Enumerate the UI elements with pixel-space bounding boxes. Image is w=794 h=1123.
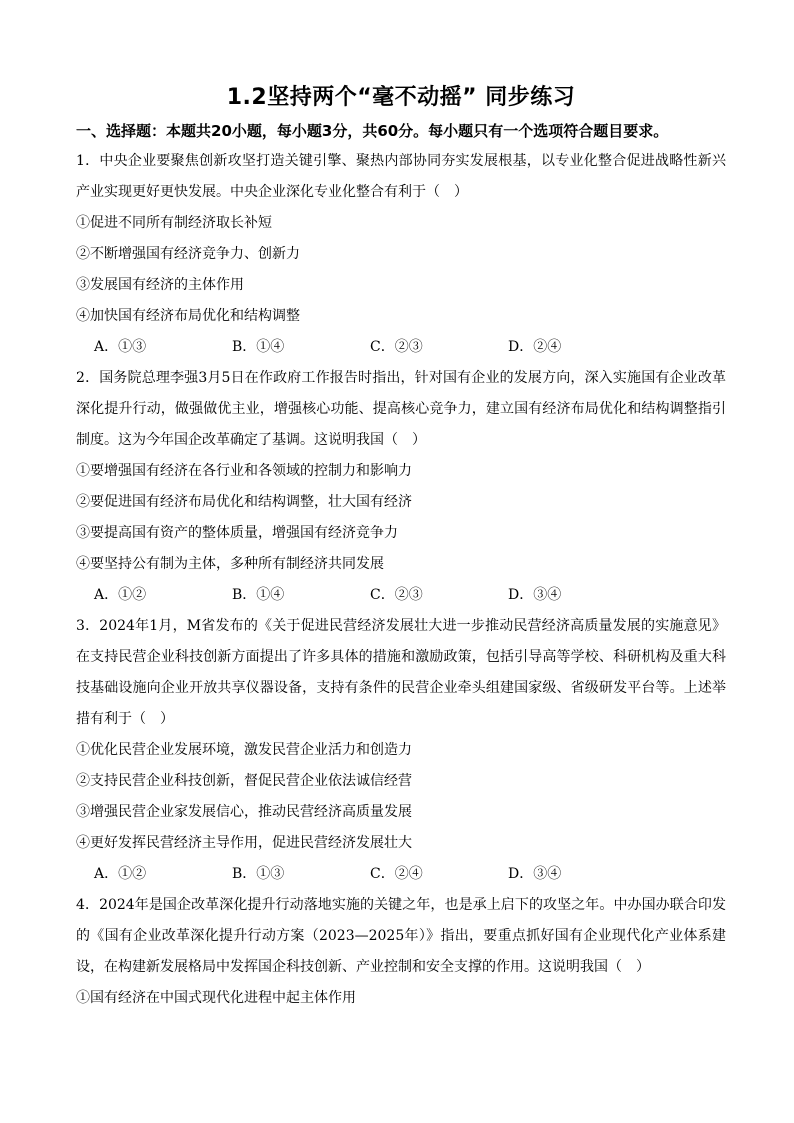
statement-option: ④要坚持公有制为主体，多种所有制经济共同发展 — [76, 556, 384, 572]
statement-option: ①优化民营企业发展环境，激发民营企业活力和创造力 — [76, 742, 412, 758]
choice-c[interactable]: C．②④ — [370, 866, 423, 882]
question-stem: 2．国务院总理李强3月5日在作政府工作报告时指出，针对国有企业的发展方向，深入实施国有企业改革深化提升行动，做强做优主业，增强核心功能、提高核心竞争力，建立国有经济布局优化和结构调整指引制度。这为今年国企改革确定了基调。这说明我国（ ） — [76, 370, 726, 448]
choice-b[interactable]: B．①④ — [232, 339, 285, 355]
answer-choices — [76, 332, 726, 363]
choice-a[interactable]: A．①② — [94, 866, 147, 882]
question-1 — [76, 146, 726, 363]
choice-d[interactable]: D．③④ — [508, 587, 562, 603]
choice-c[interactable]: C．②③ — [370, 587, 423, 603]
statement-option: ①国有经济在中国式现代化进程中起主体作用 — [76, 990, 356, 1006]
statement-option: ③要提高国有资产的整体质量，增强国有经济竞争力 — [76, 525, 398, 541]
choice-b[interactable]: B．①④ — [232, 587, 285, 603]
question-stem: 1．中央企业要聚焦创新攻坚打造关键引擎、聚热内部协同夯实发展根基，以专业化整合促进战略性新兴产业实现更好更快发展。中央企业深化专业化整合有利于（ ） — [76, 153, 726, 200]
statement-option: ③发展国有经济的主体作用 — [76, 277, 244, 293]
choice-a[interactable]: A．①③ — [94, 339, 147, 355]
choice-d[interactable]: D．③④ — [508, 866, 562, 882]
statement-option: ①促进不同所有制经济取长补短 — [76, 215, 272, 231]
statement-option: ②要促进国有经济布局优化和结构调整，壮大国有经济 — [76, 494, 412, 510]
statement-option: ②不断增强国有经济竞争力、创新力 — [76, 246, 300, 262]
question-stem: 4．2024年是国企改革深化提升行动落地实施的关键之年，也是承上启下的攻坚之年。中办国办联合印发的《国有企业改革深化提升行动方案（2023—2025年）》指出，要重点抓好国有企业现代化产业体系建设，在构建新发展格局中发挥国企科技创新、产业控制和安全支撑的作用。这说明我国（ ） — [76, 897, 726, 975]
question-stem: 3．2024年1月，M省发布的《关于促进民营经济发展壮大进一步推动民营经济高质量发展的实施意见》在支持民营企业科技创新方面提出了许多具体的措施和激励政策，包括引导高等学校、科研机构及重大科技基础设施向企业开放共享仪器设备，支持有条件的民营企业牵头组建国家级、省级研发平台等。上述举措有利于（ ） — [76, 618, 726, 727]
statement-option: ②支持民营企业科技创新，督促民营企业依法诚信经营 — [76, 773, 412, 789]
statement-option: ④更好发挥民营经济主导作用，促进民营经济发展壮大 — [76, 835, 412, 851]
document-page — [76, 82, 726, 1014]
choice-c[interactable]: C．②③ — [370, 339, 423, 355]
page-title: 1.2坚持两个“毫不动摇” 同步练习 — [226, 85, 576, 110]
answer-choices — [76, 859, 726, 890]
statement-option: ④加快国有经济布局优化和结构调整 — [76, 308, 300, 324]
statement-option: ①要增强国有经济在各行业和各领域的控制力和影响力 — [76, 463, 412, 479]
question-2 — [76, 363, 726, 611]
choice-b[interactable]: B．①③ — [232, 866, 285, 882]
question-3 — [76, 611, 726, 890]
section-heading: 一、选择题：本题共20小题，每小题3分，共60分。每小题只有一个选项符合题目要求。 — [76, 122, 669, 140]
statement-option: ③增强民营企业家发展信心，推动民营经济高质量发展 — [76, 804, 412, 820]
answer-choices — [76, 580, 726, 611]
question-4 — [76, 890, 726, 1014]
choice-a[interactable]: A．①② — [94, 587, 147, 603]
choice-d[interactable]: D．②④ — [508, 339, 562, 355]
